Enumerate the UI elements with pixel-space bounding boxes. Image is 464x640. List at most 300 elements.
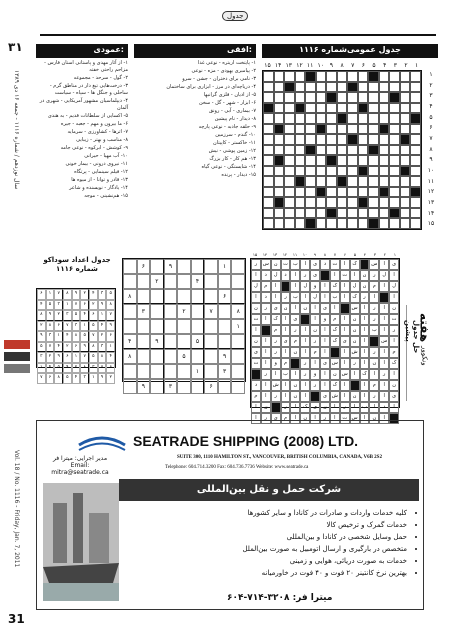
crossword-row-number: ۴ [429, 102, 433, 110]
crossword-cell[interactable] [305, 134, 316, 145]
sudoku-cell[interactable] [137, 364, 151, 379]
crossword-cell[interactable] [284, 166, 295, 177]
sudoku-cell[interactable] [150, 319, 164, 334]
crossword-cell[interactable] [347, 103, 358, 114]
crossword-cell[interactable] [400, 113, 411, 124]
crossword-cell[interactable] [410, 124, 421, 135]
crossword-cell[interactable] [295, 187, 306, 198]
crossword-cell[interactable] [410, 92, 421, 103]
sudoku-cell[interactable] [123, 379, 137, 394]
crossword-cell[interactable] [379, 218, 390, 229]
crossword-cell[interactable] [400, 82, 411, 93]
crossword-cell[interactable] [295, 71, 306, 82]
sudoku-cell[interactable] [231, 259, 245, 274]
crossword-cell[interactable] [337, 155, 348, 166]
crossword-cell[interactable] [400, 155, 411, 166]
crossword-cell[interactable] [305, 124, 316, 135]
crossword-cell[interactable] [284, 208, 295, 219]
crossword-cell[interactable] [305, 103, 316, 114]
sudoku-cell[interactable] [191, 379, 205, 394]
crossword-cell[interactable] [358, 134, 369, 145]
solution-black-cell [281, 281, 291, 292]
crossword-cell[interactable] [316, 176, 327, 187]
sudoku-cell[interactable] [137, 349, 151, 364]
crossword-cell[interactable] [347, 208, 358, 219]
crossword-cell[interactable] [400, 103, 411, 114]
crossword-cell[interactable] [400, 187, 411, 198]
crossword-cell[interactable] [284, 113, 295, 124]
crossword-cell[interactable] [347, 145, 358, 156]
crossword-cell[interactable] [263, 134, 274, 145]
crossword-row-number: ۱۴ [427, 209, 435, 217]
crossword-cell[interactable] [368, 187, 379, 198]
sudoku-cell[interactable] [177, 334, 191, 349]
sudoku-cell[interactable] [191, 304, 205, 319]
crossword-cell[interactable] [284, 124, 295, 135]
crossword-cell[interactable] [284, 145, 295, 156]
crossword-cell[interactable] [379, 166, 390, 177]
crossword-cell[interactable] [326, 197, 337, 208]
crossword-cell[interactable] [316, 134, 327, 145]
crossword-cell[interactable] [295, 145, 306, 156]
crossword-cell[interactable] [337, 187, 348, 198]
crossword-cell[interactable] [326, 71, 337, 82]
crossword-cell[interactable] [368, 92, 379, 103]
crossword-cell[interactable] [284, 71, 295, 82]
crossword-cell[interactable] [326, 176, 337, 187]
sudoku-cell[interactable]: ۶ [137, 259, 151, 274]
sudoku-cell[interactable]: ۹ [137, 379, 151, 394]
crossword-cell[interactable] [368, 197, 379, 208]
crossword-cell[interactable] [274, 103, 285, 114]
crossword-cell[interactable] [389, 113, 400, 124]
crossword-cell[interactable] [400, 197, 411, 208]
crossword-cell[interactable] [295, 155, 306, 166]
sudoku-cell[interactable]: ۵ [177, 349, 191, 364]
sudoku-cell[interactable] [177, 364, 191, 379]
crossword-black-cell [284, 82, 295, 93]
crossword-cell[interactable] [295, 134, 306, 145]
crossword-cell[interactable] [337, 103, 348, 114]
sudoku-cell[interactable] [218, 319, 232, 334]
crossword-cell[interactable] [347, 166, 358, 177]
sudoku-cell[interactable] [204, 259, 218, 274]
crossword-cell[interactable] [326, 187, 337, 198]
sudoku-cell[interactable] [218, 274, 232, 289]
crossword-cell[interactable] [274, 218, 285, 229]
crossword-cell[interactable] [358, 82, 369, 93]
crossword-cell[interactable] [326, 218, 337, 229]
sudoku-cell[interactable]: ۱ [231, 319, 245, 334]
sudoku-cell[interactable]: ۶ [204, 379, 218, 394]
crossword-cell[interactable] [263, 82, 274, 93]
sudoku-cell[interactable] [191, 259, 205, 274]
sudoku-cell[interactable] [231, 379, 245, 394]
crossword-cell[interactable] [274, 208, 285, 219]
crossword-cell[interactable] [400, 176, 411, 187]
crossword-cell[interactable] [284, 187, 295, 198]
sudoku-cell[interactable] [137, 289, 151, 304]
sudoku-cell[interactable] [204, 349, 218, 364]
sudoku-cell[interactable] [150, 349, 164, 364]
crossword-cell[interactable] [389, 197, 400, 208]
crossword-col-number: ۱۰ [317, 62, 324, 69]
sudoku-cell[interactable] [137, 334, 151, 349]
sudoku-cell[interactable] [231, 334, 245, 349]
crossword-cell[interactable] [358, 145, 369, 156]
crossword-cell[interactable] [305, 92, 316, 103]
crossword-cell[interactable] [316, 155, 327, 166]
crossword-cell[interactable] [389, 176, 400, 187]
crossword-cell[interactable] [368, 134, 379, 145]
crossword-cell[interactable] [358, 124, 369, 135]
crossword-cell[interactable] [358, 155, 369, 166]
crossword-cell[interactable] [263, 113, 274, 124]
solution-cell: ل [300, 281, 310, 292]
crossword-cell[interactable] [410, 145, 421, 156]
sudoku-cell[interactable] [204, 289, 218, 304]
sudoku-cell[interactable]: ۴ [191, 274, 205, 289]
crossword-cell[interactable] [316, 145, 327, 156]
crossword-cell[interactable] [347, 71, 358, 82]
crossword-cell[interactable] [263, 124, 274, 135]
crossword-cell[interactable] [316, 92, 327, 103]
crossword-cell[interactable] [295, 92, 306, 103]
crossword-cell[interactable] [389, 145, 400, 156]
crossword-col-number: ۸ [340, 62, 344, 69]
sudoku-cell[interactable]: ۱ [218, 259, 232, 274]
crossword-cell[interactable] [379, 176, 390, 187]
crossword-cell[interactable] [358, 113, 369, 124]
crossword-cell[interactable] [284, 92, 295, 103]
crossword-cell[interactable] [284, 134, 295, 145]
crossword-cell[interactable] [337, 145, 348, 156]
crossword-cell[interactable] [263, 71, 274, 82]
crossword-cell[interactable] [379, 134, 390, 145]
crossword-cell[interactable] [274, 176, 285, 187]
crossword-cell[interactable] [410, 71, 421, 82]
sudoku-cell[interactable]: ۷ [204, 304, 218, 319]
sudoku-cell[interactable]: ۳ [164, 379, 178, 394]
crossword-cell[interactable] [368, 166, 379, 177]
sudoku-cell[interactable] [177, 319, 191, 334]
crossword-cell[interactable] [379, 71, 390, 82]
sudoku-cell[interactable]: ۴ [123, 334, 137, 349]
crossword-cell[interactable] [410, 155, 421, 166]
sudoku-cell[interactable]: ۳ [218, 364, 232, 379]
crossword-cell[interactable] [274, 166, 285, 177]
crossword-cell[interactable] [295, 166, 306, 177]
crossword-cell[interactable] [274, 92, 285, 103]
sudoku-cell[interactable] [204, 319, 218, 334]
sudoku-solution-cell: ۹ [46, 310, 55, 321]
crossword-cell[interactable] [305, 166, 316, 177]
crossword-cell[interactable] [305, 187, 316, 198]
crossword-cell[interactable] [379, 155, 390, 166]
crossword-cell[interactable] [316, 103, 327, 114]
crossword-cell[interactable] [379, 113, 390, 124]
crossword-cell[interactable] [305, 197, 316, 208]
crossword-cell[interactable] [263, 218, 274, 229]
crossword-cell[interactable] [326, 103, 337, 114]
sudoku-cell[interactable]: ۲ [177, 304, 191, 319]
sudoku-cell[interactable] [150, 304, 164, 319]
crossword-cell[interactable] [274, 187, 285, 198]
crossword-cell[interactable] [347, 124, 358, 135]
crossword-cell[interactable] [274, 71, 285, 82]
crossword-cell[interactable] [410, 176, 421, 187]
crossword-cell[interactable] [400, 71, 411, 82]
crossword-grid[interactable] [262, 70, 422, 230]
crossword-cell[interactable] [358, 92, 369, 103]
crossword-cell[interactable] [400, 208, 411, 219]
sudoku-cell[interactable] [123, 259, 137, 274]
crossword-cell[interactable] [316, 208, 327, 219]
crossword-cell[interactable] [284, 218, 295, 229]
crossword-cell[interactable] [337, 124, 348, 135]
crossword-cell[interactable] [347, 197, 358, 208]
crossword-cell[interactable] [379, 197, 390, 208]
sudoku-cell[interactable] [177, 379, 191, 394]
sudoku-cell[interactable] [137, 319, 151, 334]
crossword-cell[interactable] [316, 197, 327, 208]
sudoku-cell[interactable]: ۸ [123, 289, 137, 304]
sudoku-cell[interactable] [164, 364, 178, 379]
sudoku-cell[interactable]: ۹ [150, 334, 164, 349]
crossword-cell[interactable] [347, 218, 358, 229]
crossword-cell[interactable] [400, 218, 411, 229]
sudoku-cell[interactable] [231, 364, 245, 379]
sudoku-cell[interactable] [164, 319, 178, 334]
crossword-cell[interactable] [389, 134, 400, 145]
crossword-cell[interactable] [305, 82, 316, 93]
crossword-cell[interactable] [316, 113, 327, 124]
crossword-cell[interactable] [389, 124, 400, 135]
sudoku-cell[interactable] [204, 334, 218, 349]
crossword-cell[interactable] [295, 208, 306, 219]
crossword-cell[interactable] [389, 187, 400, 198]
crossword-cell[interactable] [263, 176, 274, 187]
solution-cell: ا [340, 325, 350, 336]
sudoku-cell[interactable] [177, 289, 191, 304]
crossword-cell[interactable] [295, 113, 306, 124]
crossword-cell[interactable] [379, 208, 390, 219]
crossword-cell[interactable] [274, 113, 285, 124]
crossword-cell[interactable] [337, 71, 348, 82]
crossword-cell[interactable] [389, 218, 400, 229]
sudoku-cell[interactable] [123, 364, 137, 379]
sudoku-cell[interactable] [150, 259, 164, 274]
sudoku-cell[interactable] [123, 304, 137, 319]
crossword-cell[interactable] [263, 197, 274, 208]
crossword-cell[interactable] [389, 155, 400, 166]
sudoku-cell[interactable] [177, 259, 191, 274]
crossword-cell[interactable] [379, 92, 390, 103]
sudoku-cell[interactable]: ۸ [231, 304, 245, 319]
crossword-cell[interactable] [295, 82, 306, 93]
sudoku-cell[interactable] [150, 289, 164, 304]
crossword-cell[interactable] [358, 208, 369, 219]
solution-cell: ا [290, 369, 300, 380]
crossword-cell[interactable] [368, 113, 379, 124]
crossword-cell[interactable] [284, 197, 295, 208]
crossword-cell[interactable] [347, 176, 358, 187]
crossword-cell[interactable] [347, 155, 358, 166]
crossword-cell[interactable] [379, 82, 390, 93]
sudoku-solution-cell: ۹ [106, 321, 115, 332]
crossword-cell[interactable] [284, 103, 295, 114]
crossword-cell[interactable] [410, 197, 421, 208]
crossword-cell[interactable] [347, 92, 358, 103]
crossword-black-cell [274, 124, 285, 135]
solution-cell: م [389, 347, 399, 358]
crossword-cell[interactable] [295, 197, 306, 208]
crossword-cell[interactable] [316, 82, 327, 93]
crossword-cell[interactable] [337, 197, 348, 208]
crossword-cell[interactable] [379, 145, 390, 156]
crossword-cell[interactable] [337, 134, 348, 145]
solution-cell: ر [281, 292, 291, 303]
crossword-cell[interactable] [284, 155, 295, 166]
crossword-row-number: ۵ [429, 113, 433, 121]
crossword-cell[interactable] [368, 155, 379, 166]
sudoku-cell[interactable] [218, 379, 232, 394]
crossword-cell[interactable] [410, 208, 421, 219]
sudoku-cell[interactable] [164, 304, 178, 319]
crossword-cell[interactable] [295, 218, 306, 229]
crossword-cell[interactable] [263, 208, 274, 219]
crossword-cell[interactable] [326, 134, 337, 145]
crossword-cell[interactable] [358, 218, 369, 229]
crossword-cell[interactable] [305, 208, 316, 219]
sudoku-cell[interactable]: ۳ [137, 304, 151, 319]
sudoku-cell[interactable] [218, 334, 232, 349]
sudoku-cell[interactable]: ۱ [191, 364, 205, 379]
crossword-cell[interactable] [326, 113, 337, 124]
crossword-cell[interactable] [368, 208, 379, 219]
crossword-cell[interactable] [400, 145, 411, 156]
crossword-cell[interactable] [400, 92, 411, 103]
sudoku-cell[interactable] [164, 289, 178, 304]
solution-cell: ب [330, 292, 340, 303]
crossword-cell[interactable] [263, 145, 274, 156]
sudoku-cell[interactable] [150, 379, 164, 394]
crossword-cell[interactable] [274, 145, 285, 156]
sudoku-cell[interactable] [231, 349, 245, 364]
crossword-cell[interactable] [316, 71, 327, 82]
sudoku-cell[interactable]: ۲ [150, 274, 164, 289]
sudoku-cell[interactable] [191, 289, 205, 304]
crossword-cell[interactable] [410, 82, 421, 93]
crossword-cell[interactable] [358, 176, 369, 187]
sudoku-cell[interactable] [123, 274, 137, 289]
sudoku-cell[interactable] [204, 274, 218, 289]
crossword-cell[interactable] [326, 166, 337, 177]
solution-cell: ا [300, 391, 310, 402]
crossword-cell[interactable] [379, 103, 390, 114]
crossword-cell[interactable] [358, 71, 369, 82]
sudoku-cell[interactable] [137, 274, 151, 289]
solution-cell: س [340, 369, 350, 380]
crossword-cell[interactable] [316, 166, 327, 177]
crossword-black-cell [326, 92, 337, 103]
crossword-cell[interactable] [263, 92, 274, 103]
sudoku-cell[interactable] [150, 364, 164, 379]
crossword-cell[interactable] [316, 218, 327, 229]
solution-cell: س [369, 259, 379, 270]
crossword-cell[interactable] [410, 166, 421, 177]
sudoku-cell[interactable] [164, 349, 178, 364]
crossword-cell[interactable] [326, 124, 337, 135]
crossword-cell[interactable] [389, 82, 400, 93]
crossword-cell[interactable] [368, 103, 379, 114]
crossword-cell[interactable] [400, 124, 411, 135]
sudoku-cell[interactable] [191, 319, 205, 334]
crossword-cell[interactable] [337, 208, 348, 219]
crossword-cell[interactable] [389, 166, 400, 177]
crossword-cell[interactable] [305, 155, 316, 166]
crossword-cell[interactable] [368, 124, 379, 135]
crossword-cell[interactable] [274, 82, 285, 93]
crossword-cell[interactable] [358, 187, 369, 198]
sudoku-cell[interactable] [164, 274, 178, 289]
crossword-cell[interactable] [347, 113, 358, 124]
crossword-cell[interactable] [368, 176, 379, 187]
crossword-cell[interactable] [263, 166, 274, 177]
sudoku-cell[interactable] [218, 304, 232, 319]
sudoku-cell[interactable] [177, 274, 191, 289]
sudoku-cell[interactable]: ۶ [218, 289, 232, 304]
sudoku-cell[interactable] [204, 364, 218, 379]
crossword-cell[interactable] [410, 218, 421, 229]
crossword-cell[interactable] [305, 113, 316, 124]
crossword-cell[interactable] [284, 176, 295, 187]
sudoku-cell[interactable] [191, 349, 205, 364]
sudoku-cell[interactable] [231, 274, 245, 289]
crossword-cell[interactable] [389, 71, 400, 82]
solution-cell: ی [320, 391, 330, 402]
crossword-col-number: ۹ [329, 62, 334, 69]
crossword-cell[interactable] [326, 145, 337, 156]
sudoku-cell[interactable]: ۹ [218, 349, 232, 364]
sudoku-cell[interactable] [123, 319, 137, 334]
crossword-cell[interactable] [337, 218, 348, 229]
sudoku-cell[interactable] [231, 289, 245, 304]
solution-cell: ا [340, 358, 350, 369]
crossword-cell[interactable] [337, 82, 348, 93]
crossword-cell[interactable] [337, 166, 348, 177]
crossword-cell[interactable] [274, 134, 285, 145]
crossword-cell[interactable] [410, 103, 421, 114]
crossword-cell[interactable] [347, 187, 358, 198]
crossword-cell[interactable] [263, 155, 274, 166]
sudoku-cell[interactable]: ۵ [191, 334, 205, 349]
ad-email[interactable]: Email: mitra@seatrade.ca [51, 462, 109, 476]
crossword-cell[interactable] [368, 82, 379, 93]
sudoku-cell[interactable]: ۸ [123, 349, 137, 364]
crossword-cell[interactable] [337, 92, 348, 103]
sudoku-cell[interactable]: ۹ [164, 259, 178, 274]
sudoku-grid[interactable] [122, 258, 246, 390]
crossword-cell[interactable] [410, 134, 421, 145]
crossword-cell[interactable] [263, 187, 274, 198]
sudoku-cell[interactable] [164, 334, 178, 349]
solution-cell: ت [389, 314, 399, 325]
crossword-cell[interactable] [305, 176, 316, 187]
crossword-cell[interactable] [326, 82, 337, 93]
crossword-cell[interactable] [389, 103, 400, 114]
crossword-cell[interactable] [295, 124, 306, 135]
